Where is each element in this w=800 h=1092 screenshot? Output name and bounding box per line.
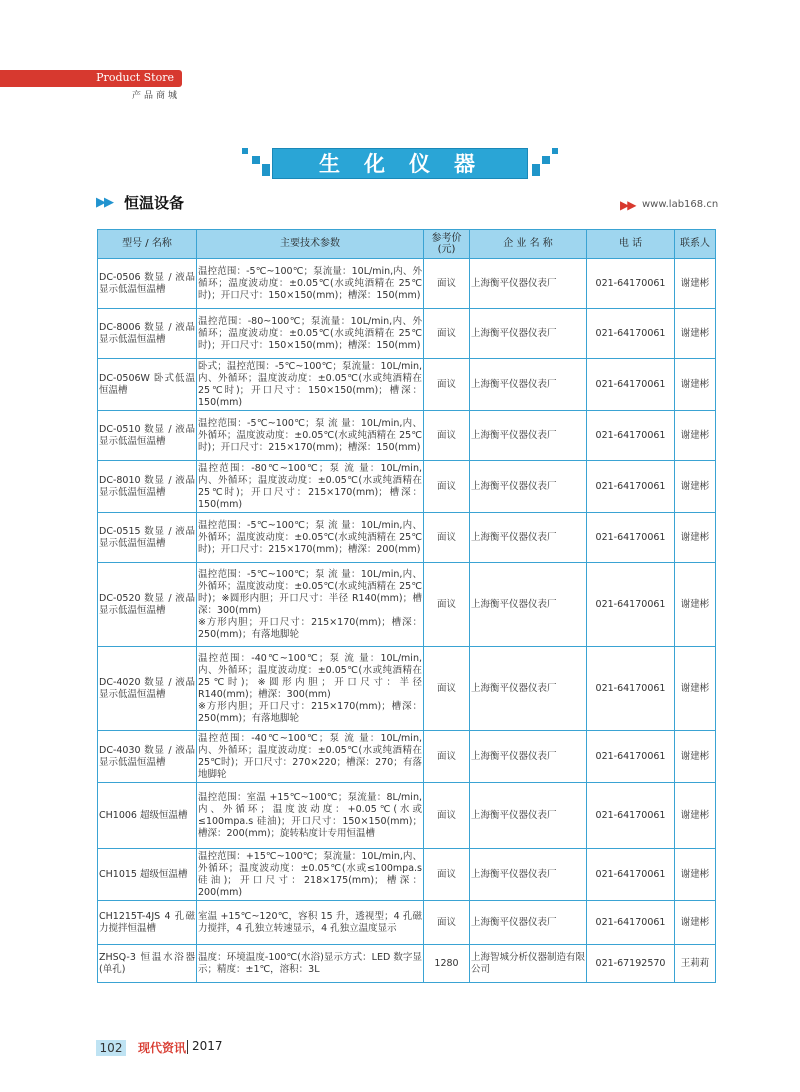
product-price: 面议 [424,309,470,359]
product-model: DC-4030 数显 / 液晶显示低温恒温槽 [98,731,197,783]
product-phone: 021-64170061 [587,309,675,359]
product-model: CH1006 超级恒温槽 [98,783,197,849]
header-model: 型号 / 名称 [98,230,197,259]
product-spec: 卧式；温控范围：-5℃~100℃；泵流量：10L/min,内、外循环；温度波动度：±0.05℃(水或纯酒精在 25℃时)；开口尺寸：150×150(mm)；槽深：150(mm) [197,359,424,411]
product-store-label: Product Store [96,71,174,84]
header-phone: 电 话 [587,230,675,259]
product-company: 上海智城分析仪器制造有限公司 [470,945,587,983]
product-price: 面议 [424,647,470,731]
product-spec: 温控范围：-40℃~100℃；泵 流 量：10L/min,内、外循环；温度波动度：±0.05℃(水或纯酒精在 25℃时)；开口尺寸：270×220；槽深：270；有落地脚轮 [197,731,424,783]
table-row [98,563,716,647]
table-row [98,513,716,563]
product-contact: 谢建彬 [675,411,716,461]
double-chevron-icon: ▶▶ [96,195,112,210]
product-phone: 021-64170061 [587,513,675,563]
table-header-row [98,230,716,259]
product-spec: 温控范围：+15℃~100℃；泵流量：10L/min,内、外循环；温度波动度：±0.05℃(水或≤100mpa.s 硅油)；开口尺寸：218×175(mm)；槽深：200(mm) [197,849,424,901]
product-price: 面议 [424,563,470,647]
product-price: 面议 [424,783,470,849]
product-company: 上海衡平仪器仪表厂 [470,411,587,461]
table-row [98,359,716,411]
product-company: 上海衡平仪器仪表厂 [470,309,587,359]
product-phone: 021-64170061 [587,849,675,901]
product-contact: 谢建彬 [675,259,716,309]
product-contact: 谢建彬 [675,513,716,563]
product-spec: 温控范围：-5℃~100℃；泵流量：10L/min,内、外循环；温度波动度：±0.05℃(水或纯酒精在 25℃时)；开口尺寸：150×150(mm)；槽深：150(mm) [197,259,424,309]
table-row [98,411,716,461]
product-phone: 021-64170061 [587,359,675,411]
product-contact: 谢建彬 [675,901,716,945]
product-store-subtitle: 产品商城 [132,91,181,101]
product-company: 上海衡平仪器仪表厂 [470,461,587,513]
website-link[interactable]: www.lab168.cn [642,199,719,210]
table-row [98,309,716,359]
category-banner [242,146,558,182]
product-spec: 室温 +15℃~120℃，容积 15 升，透视型；4 孔磁力搅拌，4 孔独立转速显示，4 孔独立温度显示 [197,901,424,945]
product-spec: 温控范围：-40℃~100℃；泵 流 量：10L/min,内、外循环；温度波动度：±0.05℃(水或纯酒精在 25℃时)；※圆形内胆；开口尺寸：半径 R140(mm)；槽深：300(mm) ※方形内胆；开口尺寸：215×170(mm)；槽深：250(mm)；有落地脚轮 [197,647,424,731]
product-spec: 温控范围：-80~100℃；泵流量：10L/min,内、外循环；温度波动度：±0.05℃(水或纯酒精在 25℃时)；开口尺寸：150×150(mm)；槽深：150(mm) [197,309,424,359]
product-contact: 谢建彬 [675,461,716,513]
product-phone: 021-64170061 [587,461,675,513]
product-contact: 王莉莉 [675,945,716,983]
product-company: 上海衡平仪器仪表厂 [470,259,587,309]
product-contact: 谢建彬 [675,849,716,901]
magazine-year: 2017 [192,1039,223,1053]
table-row [98,461,716,513]
product-price: 面议 [424,359,470,411]
product-contact: 谢建彬 [675,647,716,731]
product-spec: 温控范围：-5℃~100℃；泵 流 量：10L/min,内、外循环；温度波动度：±0.05℃(水或纯酒精在 25℃时)；开口尺寸：215×170(mm)；槽深：200(mm) [197,513,424,563]
table-row [98,647,716,731]
product-spec: 温控范围：-5℃~100℃；泵 流 量：10L/min,内、外循环；温度波动度：±0.05℃(水或纯酒精在 25℃时)；开口尺寸：215×170(mm)；槽深：150(mm) [197,411,424,461]
product-contact: 谢建彬 [675,359,716,411]
product-price: 面议 [424,411,470,461]
table-row [98,901,716,945]
banner-decor-square [542,156,550,164]
product-company: 上海衡平仪器仪表厂 [470,731,587,783]
category-title: 生化仪器 [272,148,528,179]
magazine-name: 现代资讯 [138,1041,187,1055]
banner-decor-square [262,164,270,176]
product-company: 上海衡平仪器仪表厂 [470,783,587,849]
product-spec: 温控范围：-80℃~100℃；泵 流 量：10L/min,内、外循环；温度波动度：±0.05℃(水或纯酒精在 25℃时)；开口尺寸：215×170(mm)；槽深：150(mm) [197,461,424,513]
header-contact: 联系人 [675,230,716,259]
product-model: DC-0510 数显 / 液晶显示低温恒温槽 [98,411,197,461]
product-phone: 021-64170061 [587,731,675,783]
product-price: 面议 [424,259,470,309]
product-contact: 谢建彬 [675,309,716,359]
table-row [98,731,716,783]
product-model: CH1215T-4JS 4 孔磁力搅拌恒温槽 [98,901,197,945]
table-row [98,783,716,849]
product-model: DC-8010 数显 / 液晶显示低温恒温槽 [98,461,197,513]
product-spec: 温控范围：室温 +15℃~100℃；泵流量：8L/min,内、外循环；温度波动度：+0.05℃(水或≤100mpa.s 硅油)；开口尺寸：150×150(mm)；槽深：200(mm)；旋转粘度计专用恒温槽 [197,783,424,849]
product-model: DC-0515 数显 / 液晶显示低温恒温槽 [98,513,197,563]
product-spec: 温控范围：-5℃~100℃；泵 流 量：10L/min,内、外循环；温度波动度：±0.05℃(水或纯酒精在 25℃时)；※圆形内胆；开口尺寸：半径 R140(mm)；槽深：300(mm) ※方形内胆；开口尺寸：215×170(mm)；槽深：250(mm)；有落地脚轮 [197,563,424,647]
banner-decor-square [532,164,540,176]
product-price: 面议 [424,901,470,945]
product-company: 上海衡平仪器仪表厂 [470,513,587,563]
product-company: 上海衡平仪器仪表厂 [470,359,587,411]
double-chevron-icon: ▶▶ [620,198,635,212]
product-model: CH1015 超级恒温槽 [98,849,197,901]
product-company: 上海衡平仪器仪表厂 [470,901,587,945]
product-contact: 谢建彬 [675,731,716,783]
product-company: 上海衡平仪器仪表厂 [470,849,587,901]
header-spec: 主要技术参数 [197,230,424,259]
product-store-tab [0,70,182,87]
product-price: 面议 [424,461,470,513]
page-number: 102 [96,1040,126,1056]
table-row [98,849,716,901]
product-price: 面议 [424,513,470,563]
banner-decor-square [252,156,260,164]
product-phone: 021-64170061 [587,647,675,731]
product-table [97,229,716,983]
banner-decor-square [242,148,248,154]
product-company: 上海衡平仪器仪表厂 [470,647,587,731]
product-model: DC-0506W 卧式低温恒温槽 [98,359,197,411]
product-phone: 021-64170061 [587,259,675,309]
product-spec: 温度：环境温度-100℃(水浴)显示方式：LED 数字显示；精度：±1℃，溶积：3L [197,945,424,983]
product-phone: 021-64170061 [587,411,675,461]
product-price: 1280 [424,945,470,983]
table-row [98,259,716,309]
footer-divider [187,1040,188,1054]
product-price: 面议 [424,849,470,901]
product-phone: 021-64170061 [587,901,675,945]
product-contact: 谢建彬 [675,563,716,647]
product-model: DC-0506 数显 / 液晶显示低温恒温槽 [98,259,197,309]
product-contact: 谢建彬 [675,783,716,849]
product-model: DC-8006 数显 / 液晶显示低温恒温槽 [98,309,197,359]
product-model: ZHSQ-3 恒温水浴器(单孔) [98,945,197,983]
product-price: 面议 [424,731,470,783]
table-row [98,945,716,983]
product-phone: 021-67192570 [587,945,675,983]
section-title: 恒温设备 [124,194,185,212]
product-company: 上海衡平仪器仪表厂 [470,563,587,647]
header-company: 企 业 名 称 [470,230,587,259]
product-phone: 021-64170061 [587,563,675,647]
banner-decor-square [552,148,558,154]
header-price: 参考价 (元) [424,230,470,259]
product-model: DC-4020 数显 / 液晶显示低温恒温槽 [98,647,197,731]
product-phone: 021-64170061 [587,783,675,849]
product-model: DC-0520 数显 / 液晶显示低温恒温槽 [98,563,197,647]
